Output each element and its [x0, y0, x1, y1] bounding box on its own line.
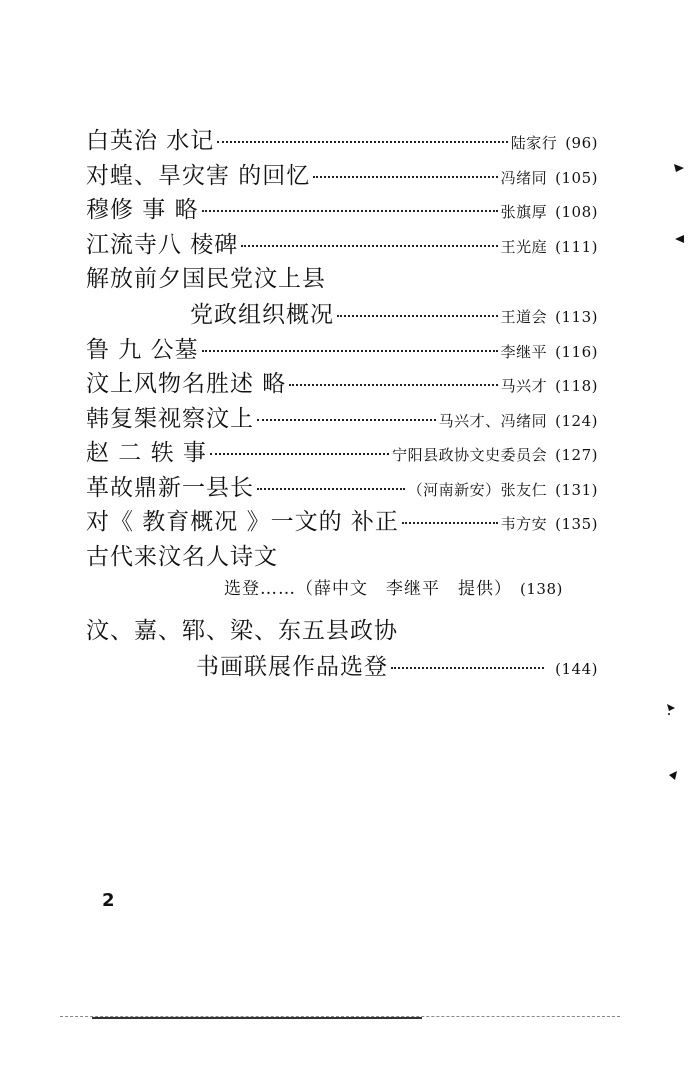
toc-entry-page: (138)	[520, 579, 563, 598]
toc-entry-page: (96)	[565, 134, 598, 152]
toc-entry-author: 王道会	[500, 308, 548, 326]
toc-entry	[86, 260, 598, 296]
toc-entry	[86, 538, 598, 574]
page-number: 2	[102, 890, 115, 911]
toc-entry-title: 汶、嘉、郓、梁、东五县政协	[86, 618, 398, 644]
toc-entry-title: 书画联展作品选登	[196, 654, 388, 680]
toc-entry-title: 革故鼎新一县长	[86, 474, 254, 501]
table-of-contents	[86, 122, 598, 683]
toc-entry-author: 王光庭	[500, 237, 548, 256]
toc-entry-page: (113)	[555, 308, 598, 326]
dot-leader	[202, 350, 498, 352]
dot-leader	[391, 667, 544, 669]
toc-entry-author: 宁阳县政协文史委员会	[392, 446, 548, 464]
margin-mark-icon	[666, 768, 680, 784]
toc-entry-title: 穆修 事 略	[86, 197, 199, 223]
toc-entry	[86, 191, 598, 226]
toc-entry-title: 党政组织概况	[190, 302, 334, 328]
dot-leader	[257, 488, 405, 490]
toc-entry-continuation	[86, 574, 598, 609]
toc-entry-author: 张旗厚	[500, 203, 548, 221]
toc-entry-title: 对《 教育概况 》一文的 补正	[86, 509, 399, 535]
margin-mark-icon	[672, 232, 686, 246]
toc-entry	[86, 331, 598, 366]
toc-entry-author: 马兴才	[500, 377, 548, 395]
toc-entry	[86, 434, 598, 469]
toc-entry-author: 马兴才、冯绪同	[438, 411, 548, 430]
toc-entry-author: 韦方安	[500, 515, 548, 533]
toc-entry	[86, 469, 598, 504]
toc-entry-title: 江流寺八 棱碑	[86, 231, 239, 258]
margin-mark-icon	[664, 700, 678, 716]
toc-entry-author: 陆家行	[510, 134, 558, 152]
dot-leader	[241, 245, 497, 247]
toc-entry-page: (131)	[555, 480, 598, 499]
toc-entry-page: (118)	[555, 377, 598, 395]
toc-entry-title: 选登……（薛中文 李继平 提供）	[224, 578, 512, 599]
dot-leader	[402, 522, 498, 524]
toc-entry	[86, 365, 598, 400]
dot-leader	[217, 141, 507, 143]
toc-entry-page: (105)	[555, 168, 598, 187]
toc-entry-page: (127)	[555, 446, 598, 464]
toc-entry	[86, 400, 598, 435]
toc-entry-continuation	[86, 648, 598, 683]
toc-entry-title: 对蝗、旱灾害 的回忆	[86, 162, 311, 189]
toc-entry	[86, 226, 598, 261]
toc-entry-author: （河南新安）张友仁	[407, 480, 548, 499]
toc-entry-page: (124)	[555, 411, 598, 430]
toc-entry-title: 解放前夕国民党汶上县	[86, 266, 326, 292]
toc-entry	[86, 157, 598, 192]
toc-entry-title: 古代来汶名人诗文	[86, 543, 278, 570]
dot-leader	[289, 384, 497, 386]
toc-entry-page: (111)	[555, 237, 598, 256]
toc-entry	[86, 503, 598, 538]
toc-entry-page: (116)	[555, 342, 598, 361]
margin-mark-icon	[672, 160, 686, 176]
dot-leader	[210, 453, 389, 455]
toc-entry-page: (144)	[555, 660, 598, 678]
dot-leader	[313, 176, 497, 178]
toc-entry-title: 鲁 九 公墓	[86, 336, 199, 363]
toc-entry-continuation	[86, 296, 598, 331]
toc-entry-author: 李继平	[500, 342, 548, 361]
toc-entry-title: 汶上风物名胜述 略	[86, 371, 287, 397]
toc-entry-author: 冯绪同	[500, 168, 548, 187]
dot-leader	[337, 315, 498, 317]
toc-entry-title: 白英治 水记	[86, 128, 215, 154]
toc-entry-title: 韩复榘视察汶上	[86, 405, 254, 432]
toc-entry-page: (135)	[555, 515, 598, 533]
dot-leader	[257, 419, 436, 421]
toc-entry	[86, 122, 598, 157]
dot-leader	[202, 210, 498, 212]
toc-entry	[86, 612, 598, 648]
toc-entry-title: 赵 二 轶 事	[86, 440, 207, 466]
toc-entry-page: (108)	[555, 203, 598, 221]
bottom-rule	[92, 1017, 422, 1019]
